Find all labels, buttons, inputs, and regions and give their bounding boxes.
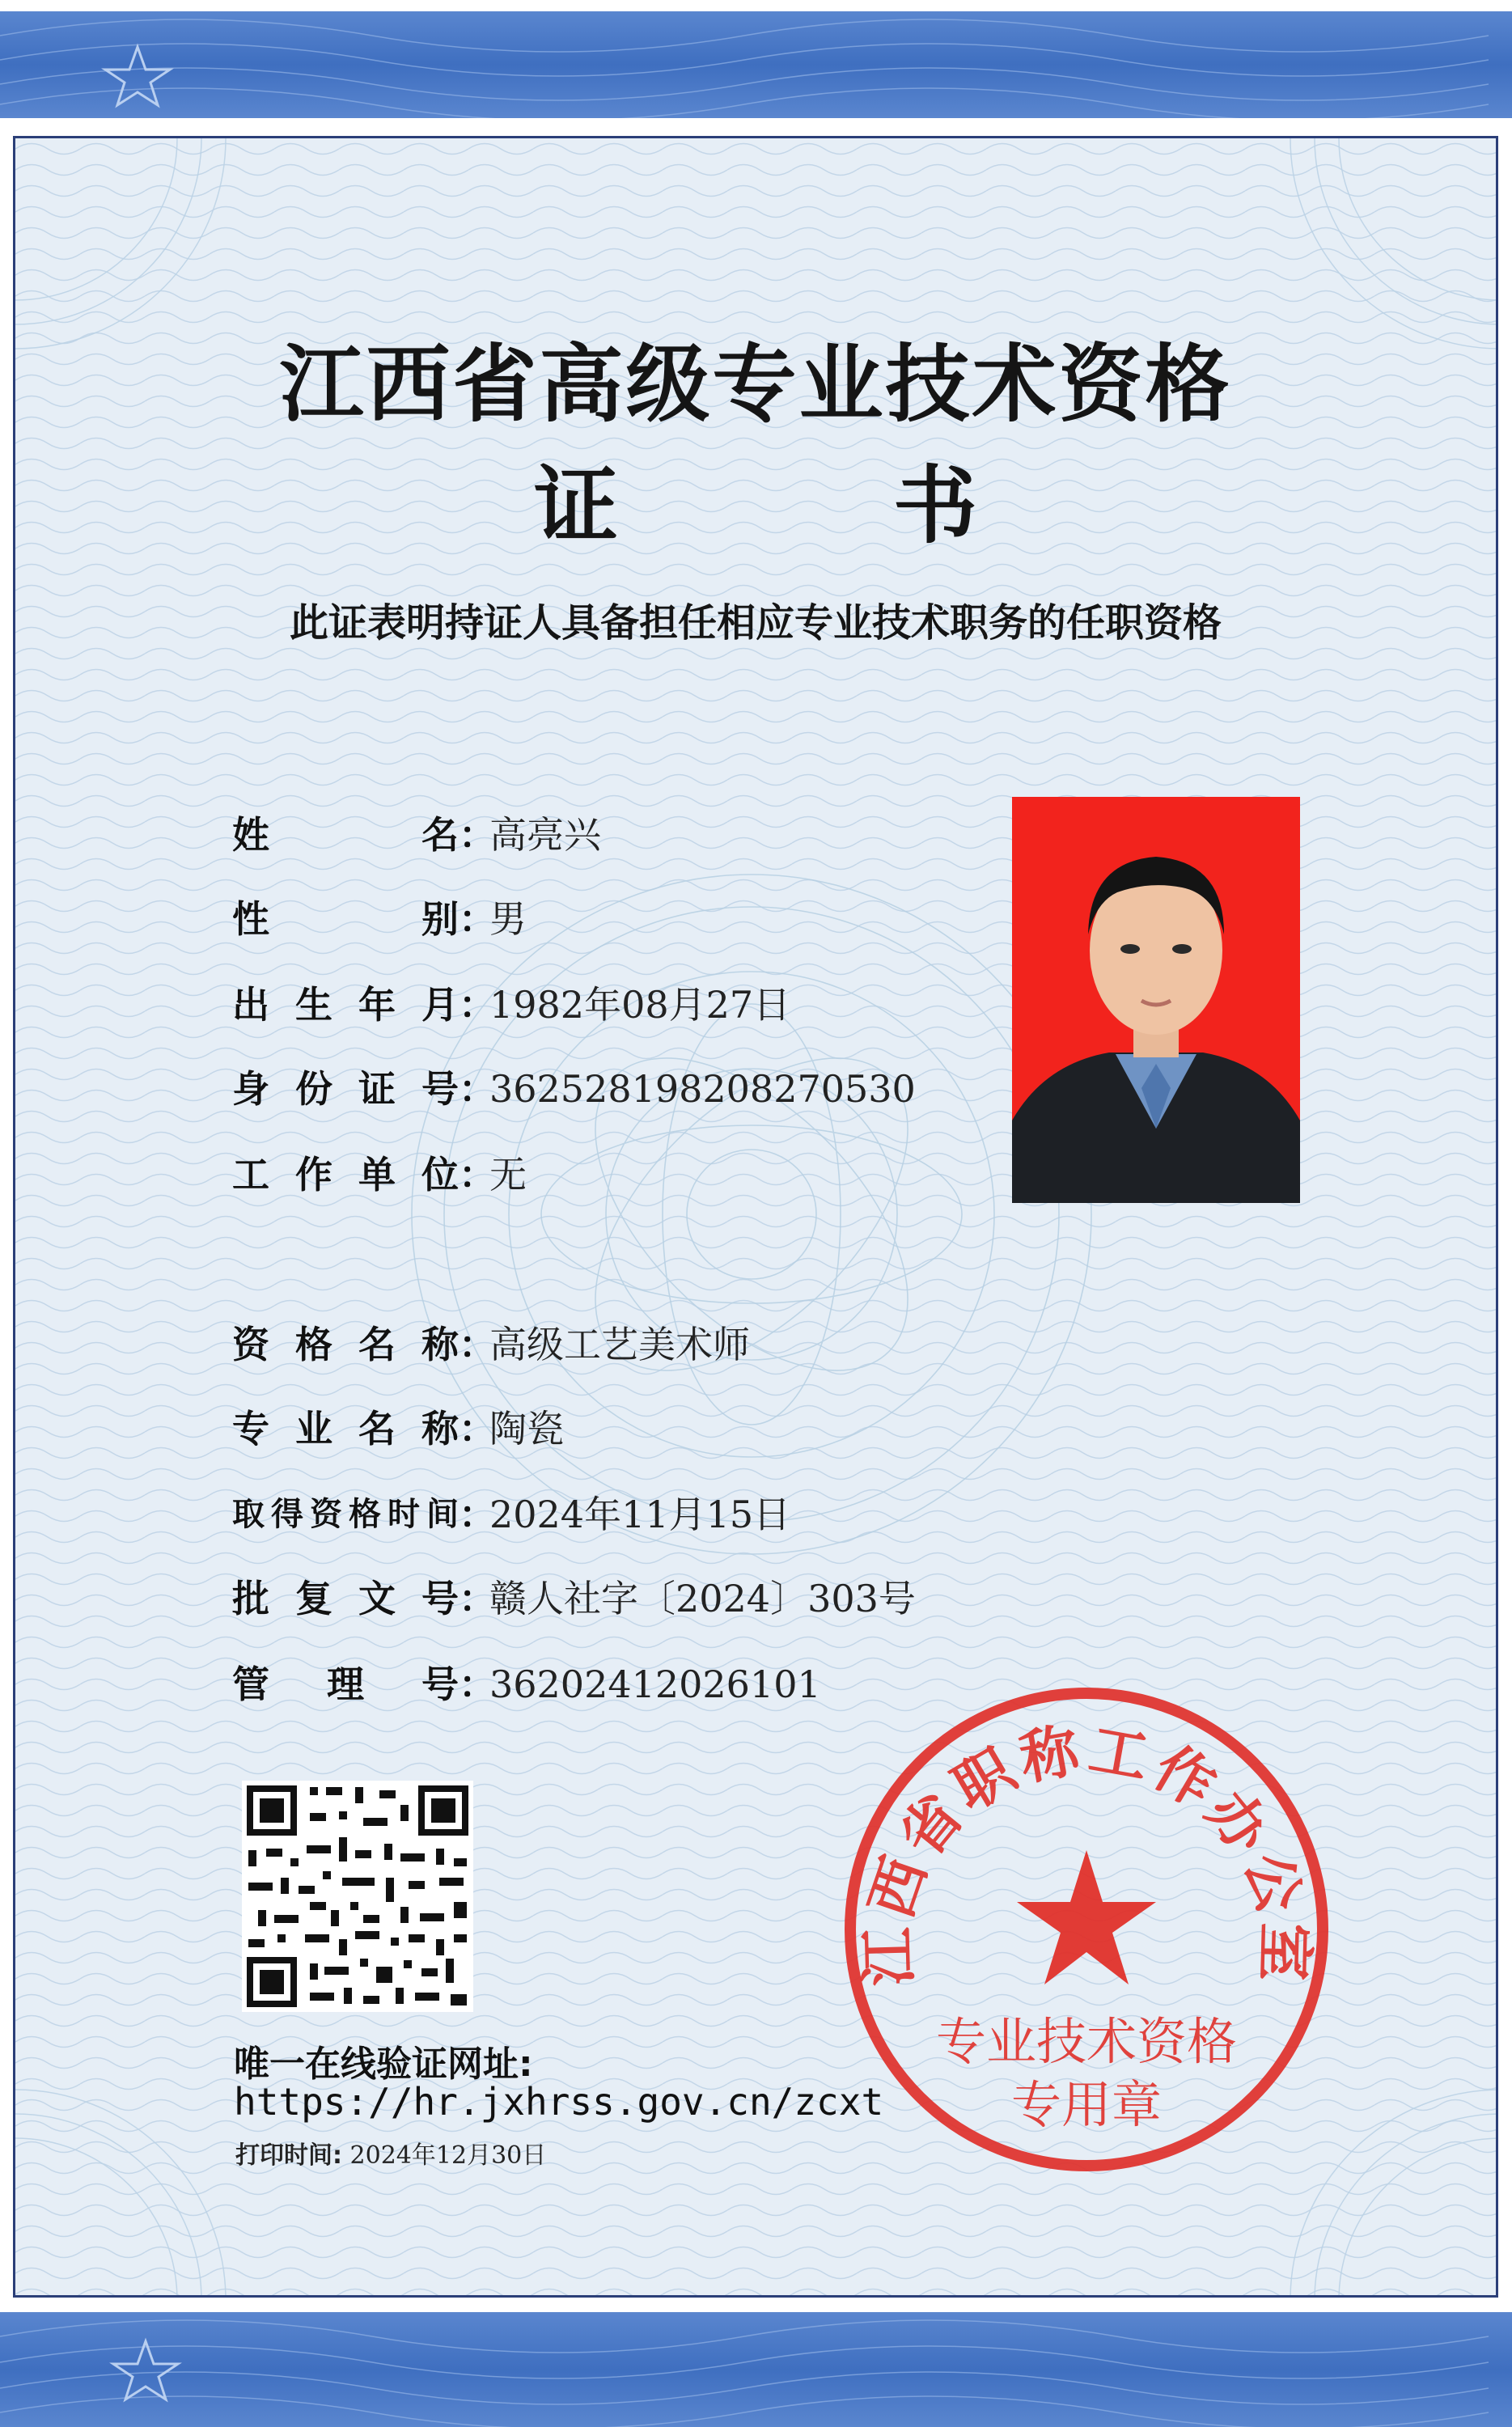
field-value: 高级工艺美术师 (489, 1323, 750, 1366)
field-gender: 性别：男 (232, 891, 527, 947)
portrait-illustration (1012, 797, 1300, 1203)
field-birth-date: 出生年月：1982年08月27日 (232, 976, 790, 1033)
seal-inner-line2: 专用章 (1010, 2075, 1163, 2134)
field-name: 姓名：高亮兴 (232, 807, 601, 863)
certificate-statement: 此证表明持证人具备担任相应专业技术职务的任职资格 (289, 600, 1222, 646)
field-value: 36202412026101 (489, 1662, 821, 1706)
star-icon (113, 2341, 178, 2399)
title-char-shu: 书 (893, 455, 978, 555)
top-decorative-band (0, 11, 1512, 118)
verification-label: 唯一在线验证网址: (234, 2044, 533, 2085)
field-label: 专业名称 (232, 1407, 459, 1451)
verification-url[interactable]: https://hr.jxhrss.gov.cn/zcxt (234, 2080, 884, 2124)
certificate-title-line2 (15, 438, 1496, 559)
qr-code[interactable] (242, 1781, 473, 2012)
field-approval-number: 批复文号：赣人社字〔2024〕303号 (232, 1570, 916, 1627)
field-label: 工作单位 (232, 1153, 459, 1197)
field-management-number: 管理号：36202412026101 (232, 1656, 821, 1713)
field-label: 取得资格时间 (232, 1495, 459, 1533)
field-value: 362528198208270530 (489, 1067, 916, 1111)
field-label: 姓名 (232, 813, 459, 857)
certificate-title: 江西省高级专业技术资格 (279, 334, 1232, 434)
field-label: 批复文号 (232, 1577, 459, 1620)
seal-inner-line1: 专业技术资格 (935, 2012, 1238, 2071)
field-label: 出生年月 (232, 983, 459, 1027)
field-label: 管理号 (232, 1662, 459, 1706)
star-icon (105, 47, 170, 105)
field-label: 性别 (232, 897, 459, 941)
bottom-decorative-band (0, 2312, 1512, 2427)
holder-photo (1012, 797, 1300, 1203)
field-label: 身份证号 (232, 1067, 459, 1111)
title-char-zheng: 证 (533, 455, 618, 555)
field-value: 陶瓷 (489, 1407, 564, 1451)
field-value: 2024年11月15日 (489, 1493, 791, 1536)
field-specialty: 专业名称：陶瓷 (232, 1400, 564, 1457)
field-date-obtained: 取得资格时间：2024年11月15日 (232, 1486, 790, 1543)
top-band-pattern (0, 11, 1512, 118)
field-value: 男 (489, 897, 527, 941)
field-value: 高亮兴 (489, 813, 601, 857)
print-time (235, 2135, 546, 2171)
official-seal (836, 1679, 1337, 2180)
seal-ring-text: 江西省职称工作办公室 (853, 1713, 1320, 1987)
field-qualification-name: 资格名称：高级工艺美术师 (232, 1316, 750, 1373)
bottom-band-pattern (0, 2312, 1512, 2427)
print-time-label: 打印时间: (235, 2141, 342, 2170)
field-id-number: 身份证号：362528198208270530 (232, 1061, 916, 1117)
field-label: 资格名称 (232, 1323, 459, 1366)
field-value: 无 (489, 1153, 527, 1197)
star-icon (1017, 1850, 1156, 1984)
print-time-value: 2024年12月30日 (349, 2141, 547, 2170)
qr-code-icon (242, 1781, 473, 2012)
field-value: 1982年08月27日 (489, 983, 791, 1027)
field-value: 赣人社字〔2024〕303号 (489, 1577, 916, 1620)
certificate-paper (13, 136, 1498, 2298)
field-employer: 工作单位：无 (232, 1146, 527, 1203)
